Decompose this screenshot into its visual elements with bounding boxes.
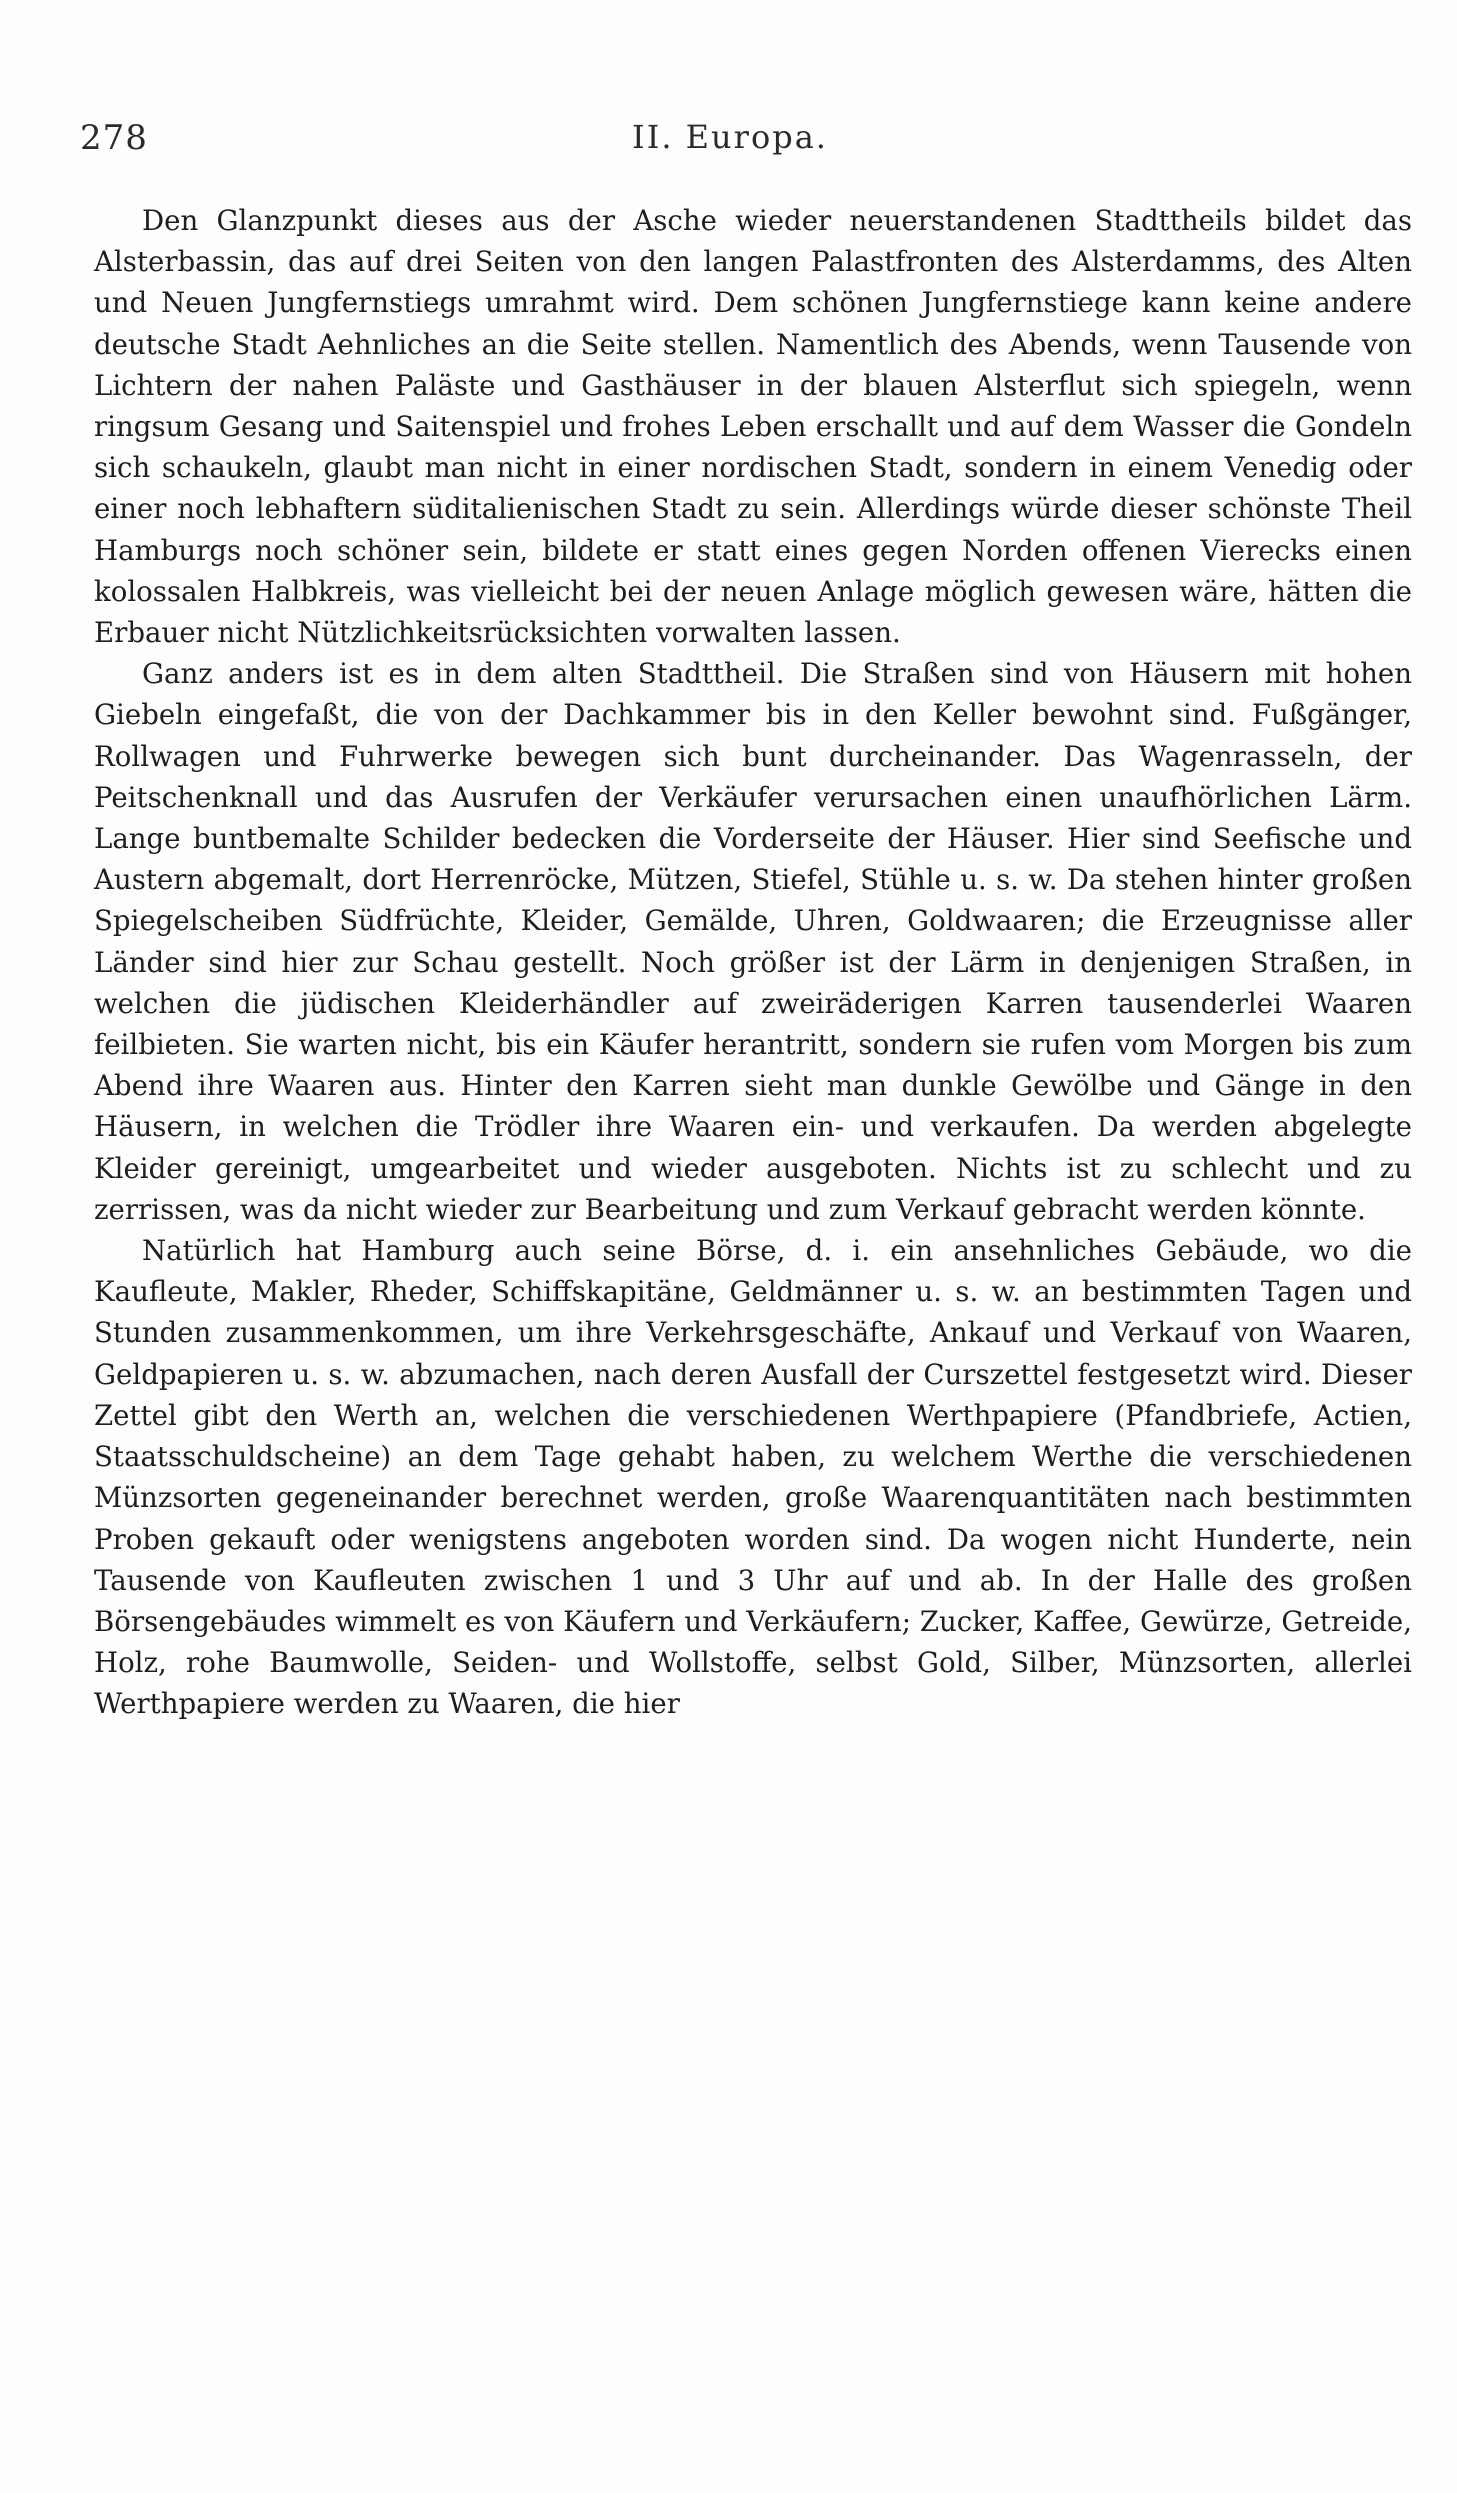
running-head xyxy=(80,118,1380,168)
paragraph-exchange: Natürlich hat Hamburg auch seine Börse, d. i. ein ansehnliches Gebäude, wo die Kaufleute, Makler, Rheder, Schiffskapitäne, Geldmänner u. s. w. an bestimmten Tagen und Stunden zusammenkommen, um ihre Verkehrsgeschäfte, Ankauf und Verkauf von Waaren, Geldpapieren u. s. w. abzumachen, nach deren Ausfall der Curszettel festgesetzt wird. Dieser Zettel gibt den Werth an, welchen die verschiedenen Werthpapiere (Pfandbriefe, Actien, Staatsschuldscheine) an dem Tage gehabt haben, zu welchem Werthe die verschiedenen Münzsorten gegeneinander berechnet werden, große Waarenquantitäten nach bestimmten Proben gekauft oder wenigstens angeboten worden sind. Da wogen nicht Hunderte, nein Tausende von Kaufleuten zwischen 1 und 3 Uhr auf und ab. In der Halle des großen Börsengebäudes wimmelt es von Käufern und Verkäufern; Zucker, Kaffee, Gewürze, Getreide, Holz, rohe Baumwolle, Seiden- und Wollstoffe, selbst Gold, Silber, Münzsorten, allerlei Werthpapiere werden zu Waaren, die hier xyxy=(94,1234,1412,1721)
body-text xyxy=(94,200,1412,1725)
page-number: 278 xyxy=(80,118,148,158)
paragraph-old-town: Ganz anders ist es in dem alten Stadttheil. Die Straßen sind von Häusern mit hohen Giebeln eingefaßt, die von der Dachkammer bis in den Keller bewohnt sind. Fußgänger, Rollwagen und Fuhrwerke bewegen sich bunt durcheinander. Das Wagenrasseln, der Peitschenknall und das Ausrufen der Verkäufer verursachen einen unaufhörlichen Lärm. Lange buntbemalte Schilder bedecken die Vorderseite der Häuser. Hier sind Seefische und Austern abgemalt, dort Herrenröcke, Mützen, Stiefel, Stühle u. s. w. Da stehen hinter großen Spiegelscheiben Südfrüchte, Kleider, Gemälde, Uhren, Goldwaaren; die Erzeugnisse aller Länder sind hier zur Schau gestellt. Noch größer ist der Lärm in denjenigen Straßen, in welchen die jüdischen Kleiderhändler auf zweiräderigen Karren tausenderlei Waaren feilbieten. Sie warten nicht, bis ein Käufer herantritt, sondern sie rufen vom Morgen bis zum Abend ihre Waaren aus. Hinter den Karren sieht man dunkle Gewölbe und Gänge in den Häusern, in welchen die Trödler ihre Waaren ein- und verkaufen. Da werden abgelegte Kleider gereinigt, umgearbeitet und wieder ausgeboten. Nichts ist zu schlecht und zu zerrissen, was da nicht wieder zur Bearbeitung und zum Verkauf gebracht werden könnte. xyxy=(94,657,1412,1226)
paragraph-alsterbassin: Den Glanzpunkt dieses aus der Asche wieder neuerstandenen Stadttheils bildet das Alsterbassin, das auf drei Seiten von den langen Palastfronten des Alsterdamms, des Alten und Neuen Jungfernstiegs umrahmt wird. Dem schönen Jungfernstiege kann keine andere deutsche Stadt Aehnliches an die Seite stellen. Namentlich des Abends, wenn Tausende von Lichtern der nahen Paläste und Gasthäuser in der blauen Alsterflut sich spiegeln, wenn ringsum Gesang und Saitenspiel und frohes Leben erschallt und auf dem Wasser die Gondeln sich schaukeln, glaubt man nicht in einer nordischen Stadt, sondern in einem Venedig oder einer noch lebhaftern süditalienischen Stadt zu sein. Allerdings würde dieser schönste Theil Hamburgs noch schöner sein, bildete er statt eines gegen Norden offenen Vierecks einen kolossalen Halbkreis, was vielleicht bei der neuen Anlage möglich gewesen wäre, hätten die Erbauer nicht Nützlichkeitsrücksichten vorwalten lassen. xyxy=(94,204,1412,650)
section-title: II. Europa. xyxy=(632,118,828,156)
